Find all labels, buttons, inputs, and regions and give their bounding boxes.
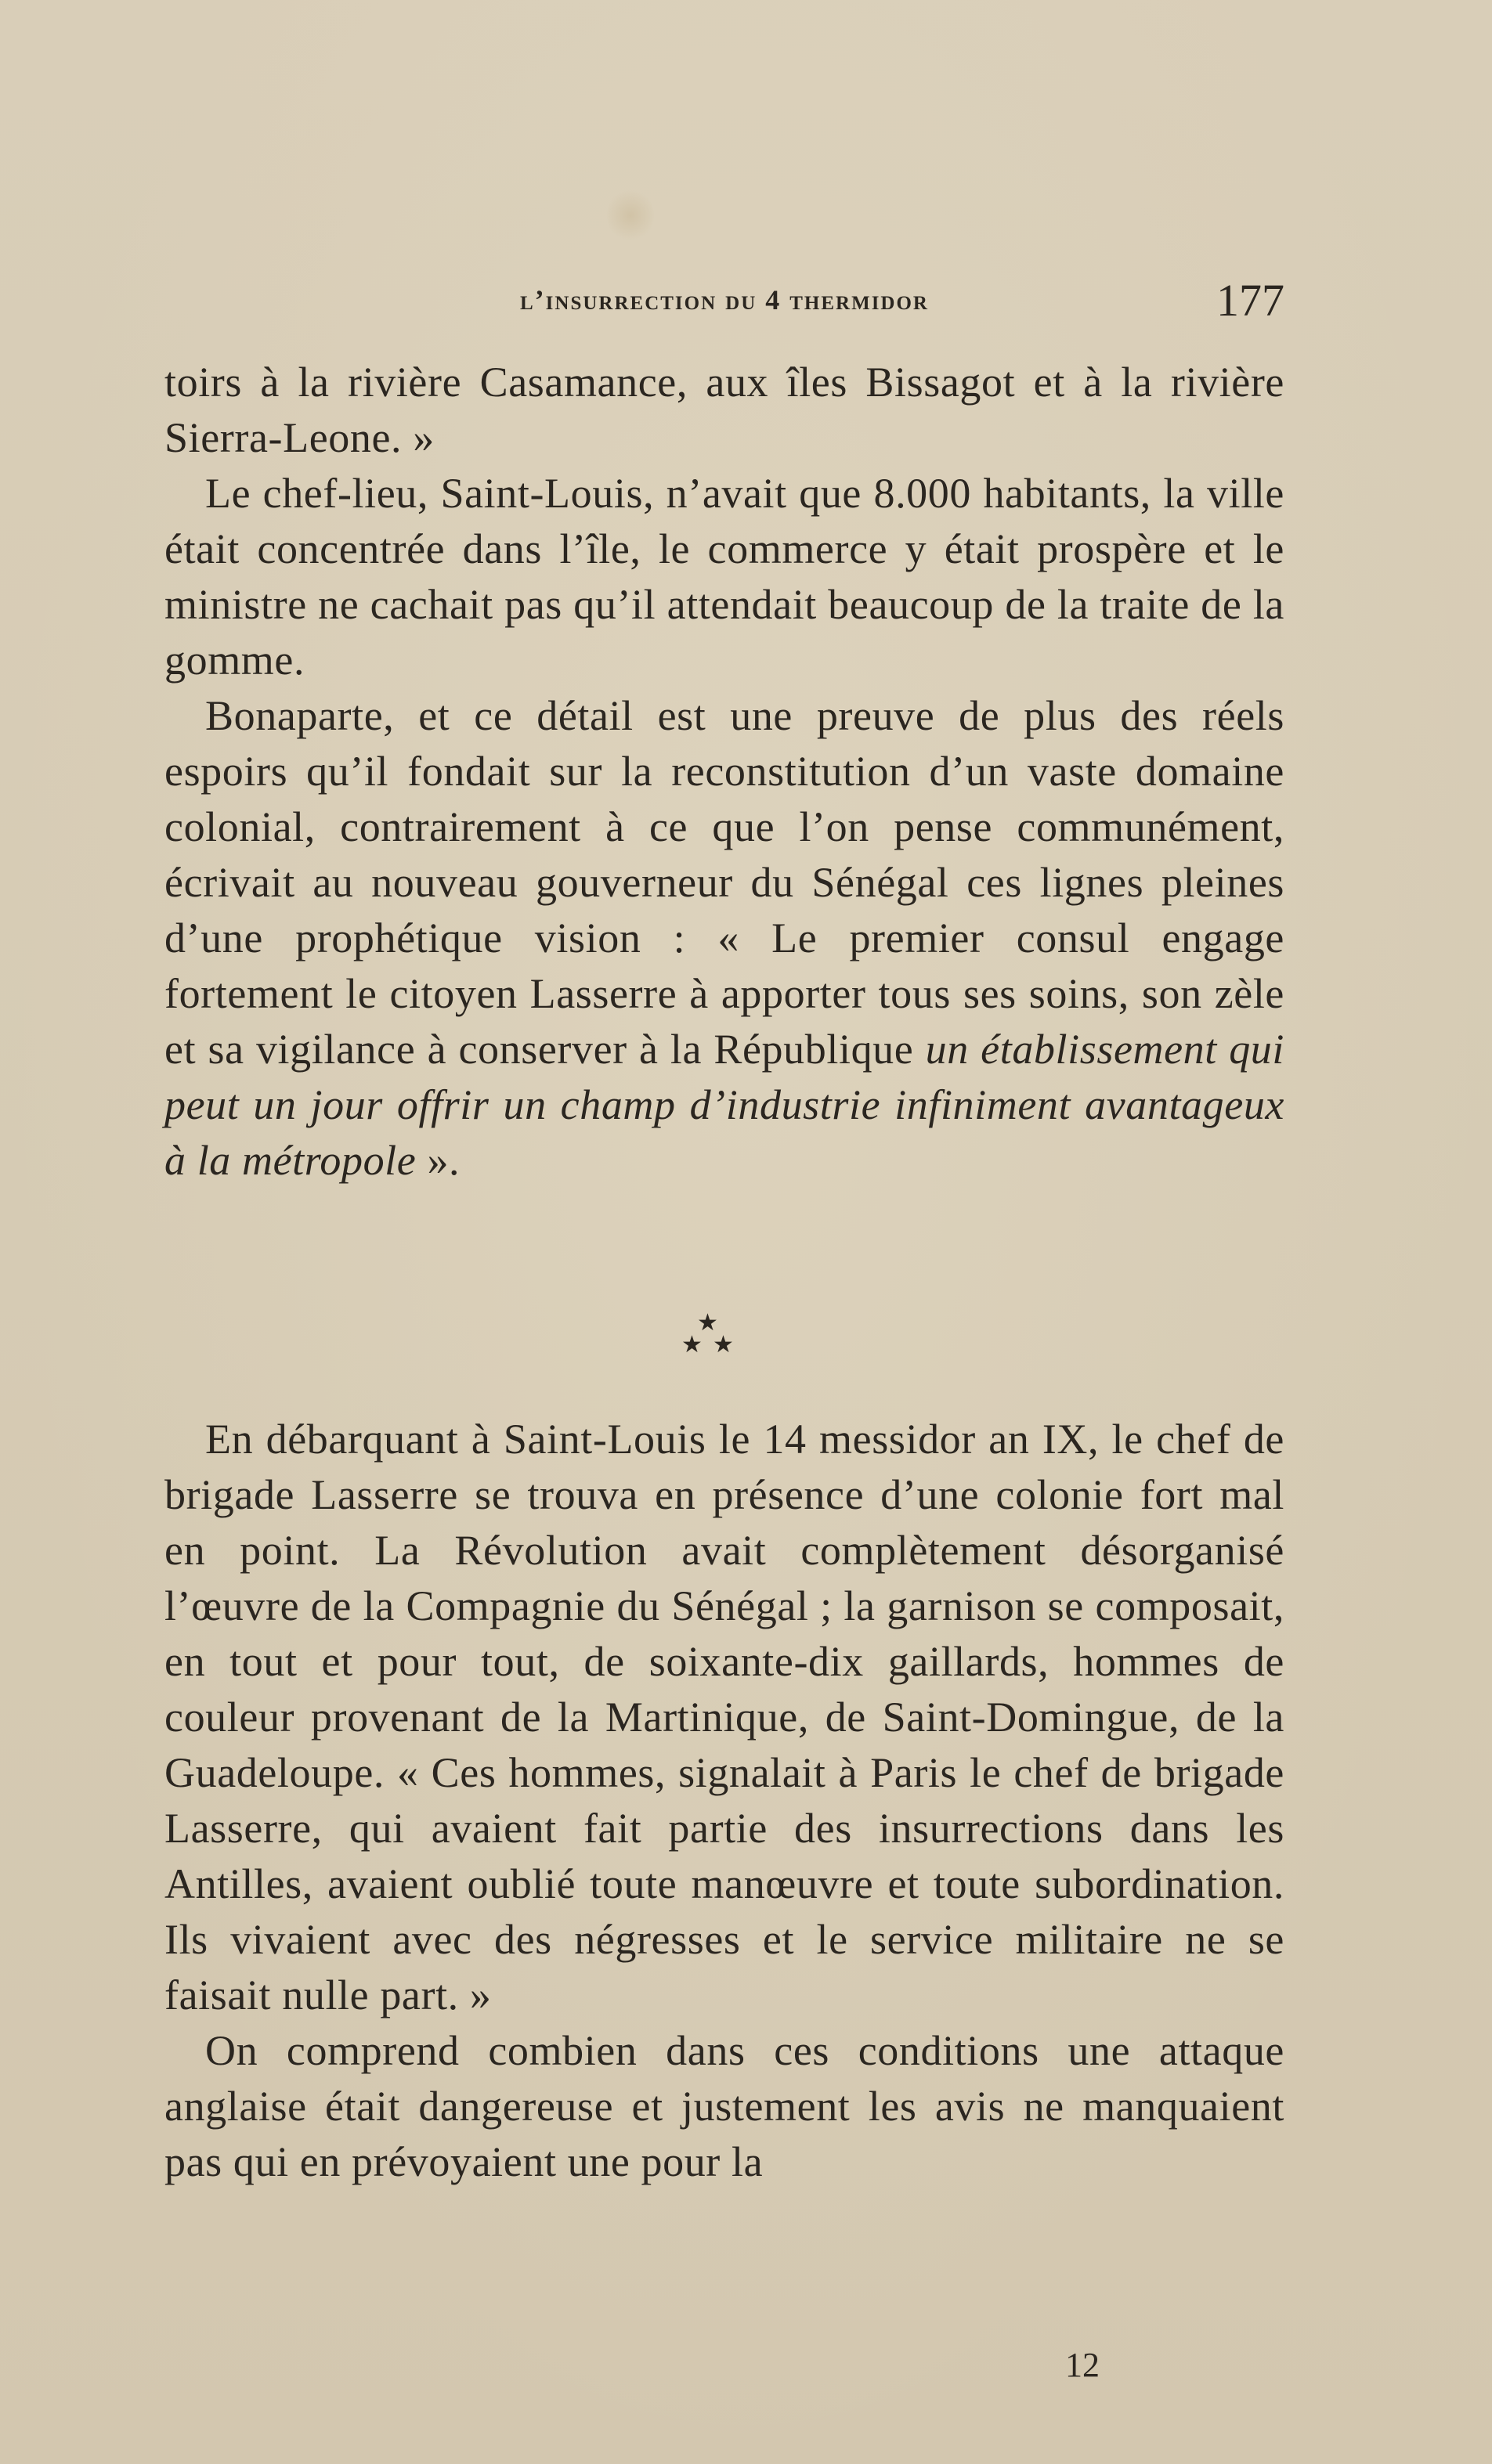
page-number: 177	[1216, 275, 1284, 326]
text-block-bottom	[164, 1412, 1284, 2190]
star-icon: ★	[681, 1331, 703, 1358]
ink-smudge	[607, 188, 654, 243]
paragraph	[164, 688, 1284, 1189]
running-head	[164, 274, 1284, 337]
star-icon: ★	[697, 1309, 718, 1337]
section-separator	[667, 1304, 746, 1374]
paragraph: On comprend combien dans ces conditions une attaque anglaise était dangereuse et justement les avis ne manquaient pas qui en prévoyaient une pour la	[164, 2027, 1284, 2185]
paragraph: Le chef-lieu, Saint-Louis, n’avait que 8.000 habitants, la ville était concentrée dans l’île, le commerce y était prospère et le ministre ne cachait pas qu’il attendait beaucoup de la traite de la gomme.	[164, 470, 1284, 684]
running-title: l’insurrection du 4 thermidor	[520, 284, 929, 316]
paragraph: toirs à la rivière Casamance, aux îles Bissagot et à la rivière Sierra-Leone. »	[164, 359, 1284, 461]
quote-close: ».	[416, 1137, 461, 1184]
paragraph: En débarquant à Saint-Louis le 14 messidor an IX, le chef de brigade Lasserre se trouva en présence d’une colonie fort mal en point. La Révolution avait complètement désorganisé l’œuvre de la Compagnie du Sénégal ; la garnison se composait, en tout et pour tout, de soixante-dix gaillards, hommes de couleur provenant de la Martinique, de Saint-Domingue, de la Guadeloupe. « Ces hommes, signalait à Paris le chef de brigade Lasserre, qui avaient fait partie des insurrections dans les Antilles, avaient oublié toute manœuvre et toute subordination. Ils vivaient avec des négresses et le service militaire ne se faisait nulle part. »	[164, 1416, 1284, 2018]
text-block-top	[164, 355, 1284, 1189]
signature-mark: 12	[1065, 2346, 1100, 2384]
paragraph-text: Bonaparte, et ce détail est une preuve de plus des réels espoirs qu’il fondait sur la reconstitution d’un vaste domaine colonial, contrairement à ce que l’on pense communément, écrivait au nouveau gouverneur du Sénégal ces lignes pleines d’une prophétique vision : « Le premier consul engage fortement le citoyen Lasserre à apporter tous ses soins, son zèle et sa vigilance à conserver à la République	[164, 692, 1284, 1073]
star-icon: ★	[713, 1331, 734, 1358]
italic-quote: un établissement qui peut un jour offrir un champ d’industrie infiniment avantageux à la métropole	[164, 1026, 1284, 1184]
